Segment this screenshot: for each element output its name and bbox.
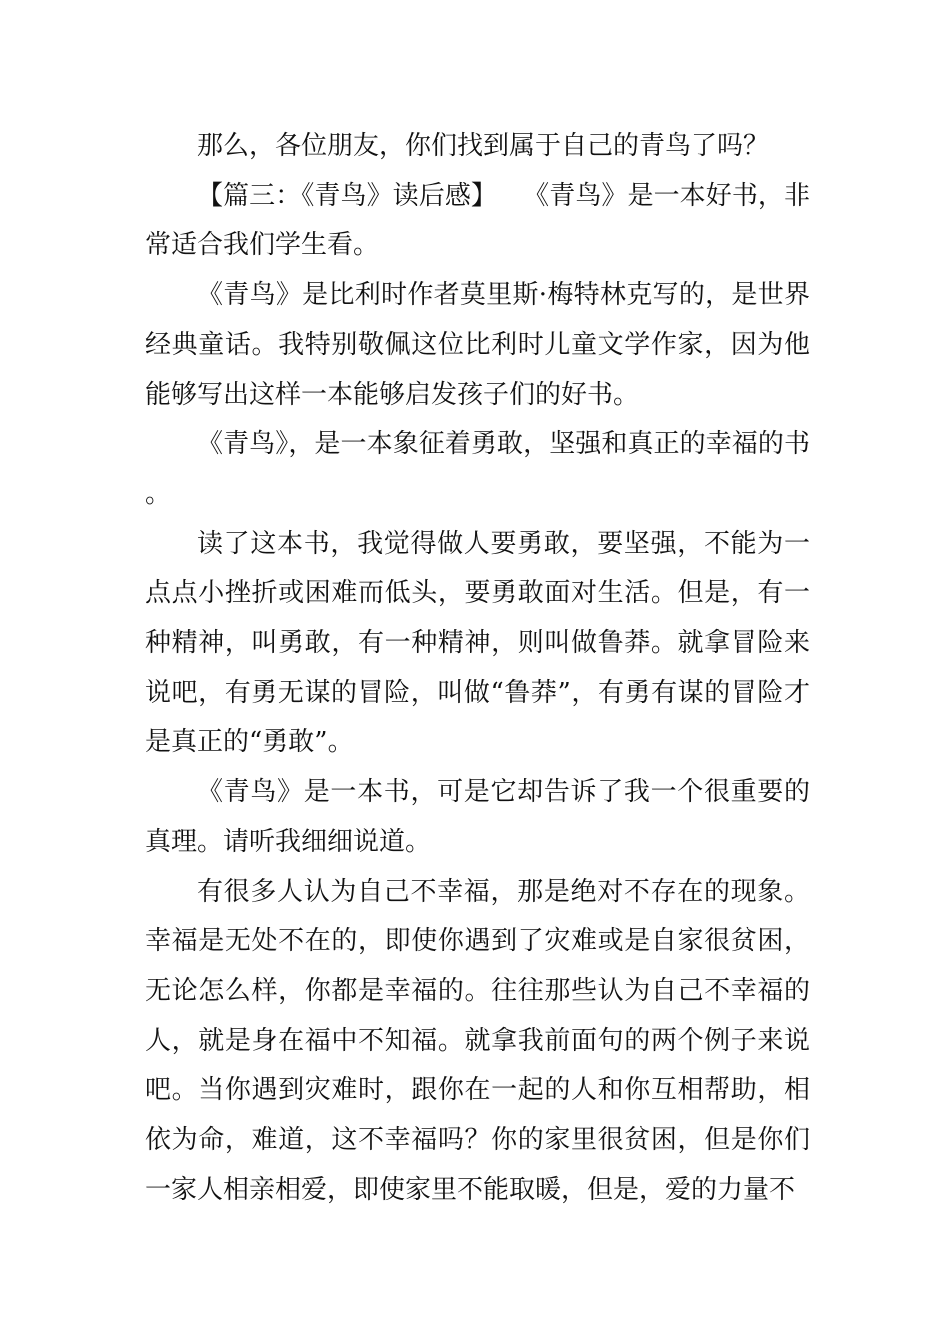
document-body: [145, 122, 810, 1215]
paragraph-truth: 《青鸟》是一本书，可是它却告诉了我一个很重要的真理。请听我细细说道。: [145, 777, 810, 857]
paragraph-closing-question: 那么，各位朋友，你们找到属于自己的青鸟了吗？: [197, 131, 770, 161]
paragraph-courage: 读了这本书，我觉得做人要勇敢，要坚强，不能为一点点小挫折或困难而低头，要勇敢面对生活。但是，有一种精神，叫勇敢，有一种精神，则叫做鲁莽。就拿冒险来说吧，有勇无谋的冒险，叫做“鲁莽”，有勇有谋的冒险才是真正的“勇敢”。: [145, 528, 810, 758]
paragraph-happiness: 有很多人认为自己不幸福，那是绝对不存在的现象。幸福是无处不在的，即使你遇到了灾难或是自家很贫困，无论怎么样，你都是幸福的。往往那些认为自己不幸福的人，就是身在福中不知福。就拿我前面句的两个例子来说吧。当你遇到灾难时，跟你在一起的人和你互相帮助，相依为命，难道，这不幸福吗？你的家里很贫困，但是你们一家人相亲相爱，即使家里不能取暖，但是，爱的力量不: [145, 876, 810, 1205]
paragraph-book-symbolism: 《青鸟》，是一本象征着勇敢，坚强和真正的幸福的书。: [145, 429, 810, 509]
paragraph-section-three-heading: 【篇三：《青鸟》读后感】 《青鸟》是一本好书，非常适合我们学生看。: [145, 180, 810, 261]
paragraph-author-intro: 《青鸟》是比利时作者莫里斯·梅特林克写的，是世界经典童话。我特别敬佩这位比利时儿童文学作家，因为他能够写出这样一本能够启发孩子们的好书。: [145, 280, 810, 410]
